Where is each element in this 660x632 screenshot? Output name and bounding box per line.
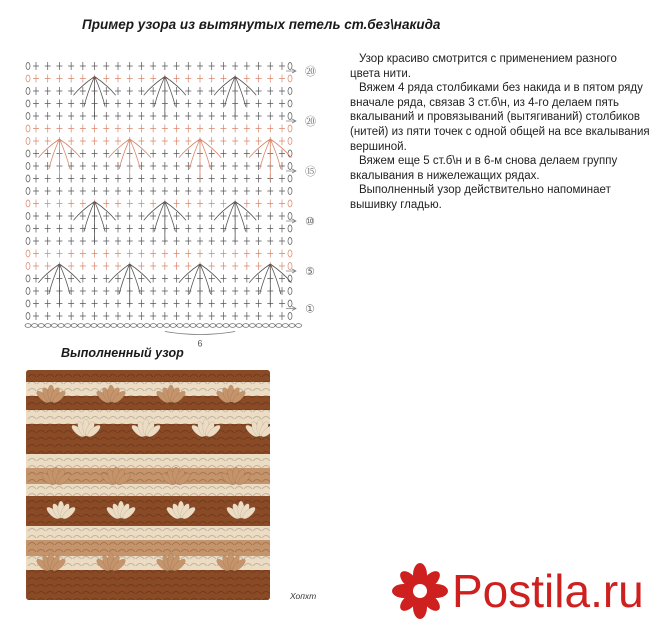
pattern-description xyxy=(350,52,650,213)
description-paragraph: Узор красиво смотрится с применением разного цвета нити. xyxy=(350,53,617,80)
postila-logo[interactable] xyxy=(390,561,644,621)
row-markers xyxy=(286,65,316,316)
row-marker-label: ⑳ xyxy=(305,115,316,128)
finished-swatch-photo xyxy=(26,370,270,600)
row-marker-label: ⑩ xyxy=(305,215,315,228)
description-paragraph: Выполненный узор действительно напоминает вышивку гладью. xyxy=(350,184,611,211)
crochet-chart xyxy=(20,50,335,350)
description-paragraph: Вяжем еще 5 ст.б\н и в 6-м снова делаем группу вкалывания в нижележащих рядах. xyxy=(350,155,618,182)
repeat-bracket xyxy=(165,332,235,335)
page-title: Пример узора из вытянутых петель ст.без\накида xyxy=(82,17,441,32)
repeat-label: 6 xyxy=(197,338,203,349)
yarn-band xyxy=(26,484,270,496)
flower-logo-icon xyxy=(390,561,450,621)
finished-pattern-label: Выполненный узор xyxy=(61,346,184,360)
stitch-grid xyxy=(25,62,302,327)
logo-text: Postila.ru xyxy=(452,565,644,617)
photo-credit: Хопхт xyxy=(290,591,317,601)
row-marker-label: ① xyxy=(305,302,315,316)
row-marker-label: ⑮ xyxy=(305,165,316,178)
row-marker-label: ⑤ xyxy=(305,265,315,278)
row-marker-label: ⑳ xyxy=(305,65,316,78)
description-paragraph: Вяжем 4 ряда столбиками без накида и в пятом ряду вначале ряда, связав 3 ст.б\н, из 4-го делаем пять вкалываний и провязываний (вытягиваний) столбиков (нитей) из пяти точек с одной общей на все вкалывания вершиной. xyxy=(350,82,650,153)
